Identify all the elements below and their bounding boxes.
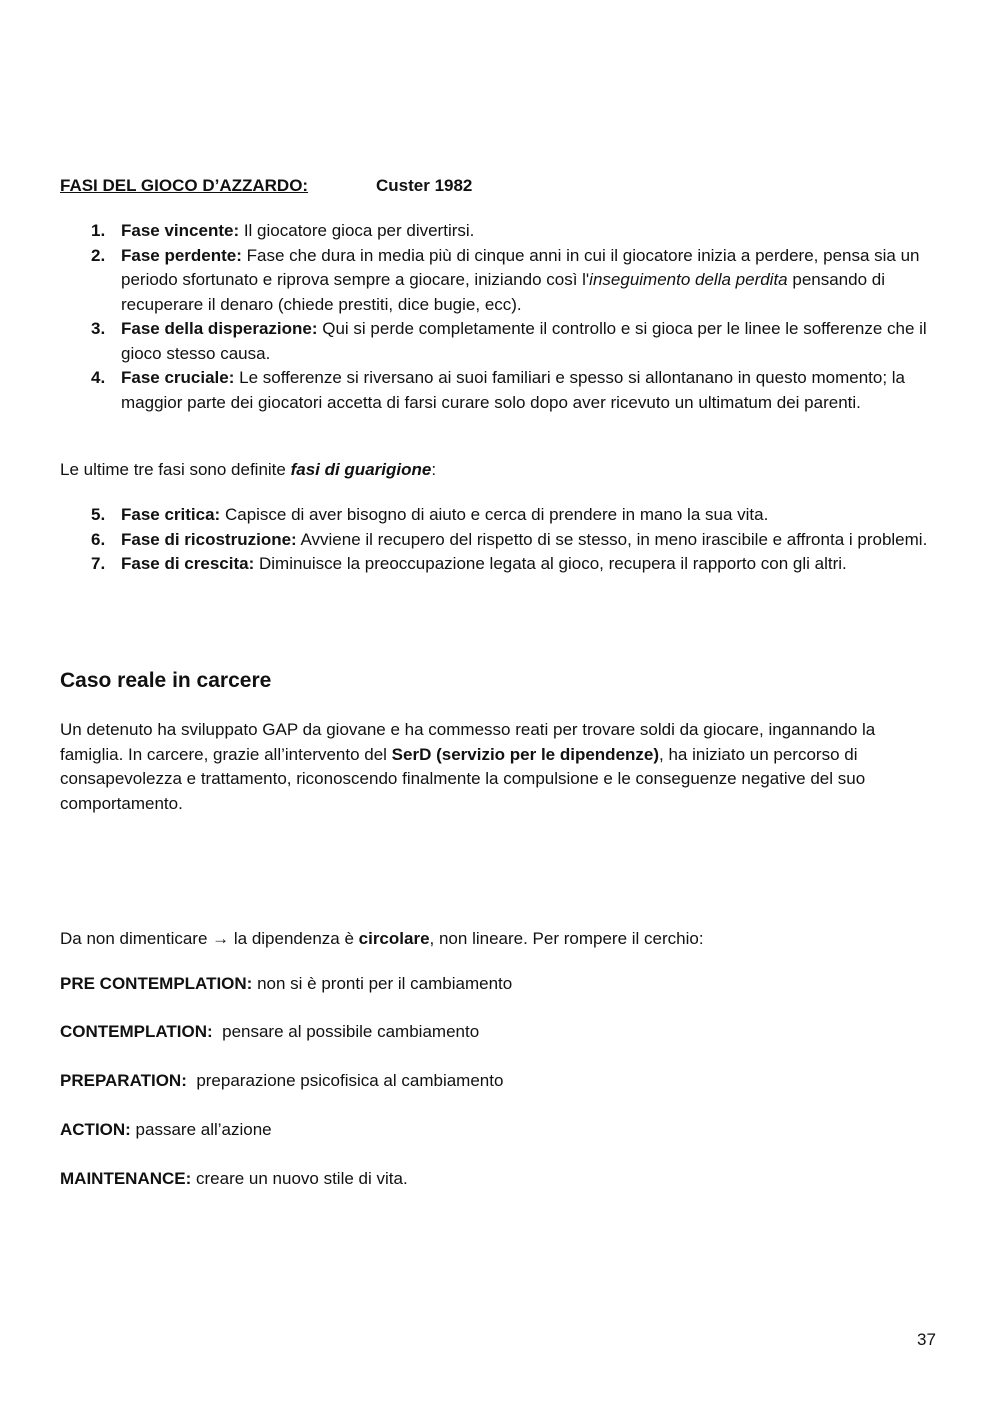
case-after: , ha iniziato un percorso di consapevolezza e trattamento, riconoscendo finalmente la compulsione e le conseguenze negative del suo comportamento. bbox=[60, 744, 866, 813]
stage-maintenance bbox=[60, 1167, 408, 1192]
stage-label: PREPARATION: bbox=[60, 1071, 187, 1090]
list-item bbox=[60, 503, 940, 528]
item-text: Fase che dura in media più di cinque anni in cui il giocatore inizia a perdere, pensa sia un periodo sfortunato e riprova sempre a giocare, iniziando così l' bbox=[121, 245, 920, 289]
intro-after: : bbox=[431, 460, 437, 479]
item-label: Fase perdente: bbox=[121, 245, 242, 265]
section-title: FASI DEL GIOCO D’AZZARDO: bbox=[60, 176, 309, 195]
list-item bbox=[60, 219, 940, 244]
cycle-paragraph bbox=[60, 927, 704, 952]
list-item bbox=[60, 552, 940, 577]
item-text: Il giocatore gioca per divertirsi. bbox=[239, 221, 475, 240]
cycle-text: Da non dimenticare → la dipendenza è bbox=[60, 929, 359, 948]
item-tail: pensando di recuperare il denaro (chiede prestiti, dice bugie, ecc). bbox=[121, 270, 886, 314]
item-number: 3. bbox=[91, 319, 106, 338]
stage-label: ACTION: bbox=[60, 1120, 131, 1139]
stage-text: preparazione psicofisica al cambiamento bbox=[186, 1071, 504, 1090]
list-item bbox=[60, 317, 940, 366]
item-number: 5. bbox=[91, 505, 106, 524]
item-text: Diminuisce la preoccupazione legata al gioco, recupera il rapporto con gli altri. bbox=[254, 554, 847, 573]
case-bold: SerD (servizio per le dipendenze) bbox=[391, 744, 660, 764]
stage-label: MAINTENANCE: bbox=[60, 1169, 192, 1188]
stage-contemplation bbox=[60, 1020, 479, 1045]
phases-list-b bbox=[60, 503, 940, 577]
item-label: Fase della disperazione: bbox=[121, 319, 318, 338]
case-heading: Caso reale in carcere bbox=[60, 669, 272, 692]
stage-preparation bbox=[60, 1069, 503, 1094]
item-text: Qui si perde completamente il controllo e si gioca per le linee le sofferenze che il gioco stesso causa. bbox=[121, 319, 927, 363]
stage-text: pensare al possibile cambiamento bbox=[212, 1022, 480, 1041]
item-number: 4. bbox=[91, 368, 106, 387]
item-italic: inseguimento della perdita bbox=[589, 270, 788, 289]
stage-text: creare un nuovo stile di vita. bbox=[191, 1169, 408, 1188]
item-label: Fase vincente: bbox=[121, 221, 240, 240]
item-number: 1. bbox=[91, 221, 106, 240]
item-text: Avviene il recupero del rispetto di se stesso, in meno irascibile e affronta i problemi. bbox=[296, 529, 928, 549]
item-number: 7. bbox=[91, 554, 106, 573]
item-label: Fase critica: bbox=[121, 505, 221, 524]
item-text: Le sofferenze si riversano ai suoi familiari e spesso si allontanano in questo momento; la maggior parte dei giocatori accetta di farsi curare solo dopo aver ricevuto un ultimatum dei parenti. bbox=[121, 368, 906, 412]
stage-label: CONTEMPLATION: bbox=[60, 1022, 213, 1041]
stage-pre-contemplation bbox=[60, 972, 512, 997]
page-number: 37 bbox=[917, 1330, 936, 1349]
item-label: Fase cruciale: bbox=[121, 368, 235, 387]
list-item bbox=[60, 244, 940, 318]
item-label: Fase di ricostruzione: bbox=[121, 529, 297, 549]
list-item bbox=[60, 528, 940, 553]
phases-list-a bbox=[60, 219, 940, 415]
item-number: 6. bbox=[91, 529, 106, 549]
intro-emphasis: fasi di guarigione bbox=[290, 460, 432, 479]
healing-intro bbox=[60, 458, 436, 483]
item-label: Fase di crescita: bbox=[121, 554, 255, 573]
stage-action bbox=[60, 1118, 272, 1143]
intro-text: Le ultime tre fasi sono definite bbox=[60, 460, 291, 479]
cycle-bold: circolare bbox=[358, 929, 430, 948]
stage-text: passare all’azione bbox=[130, 1120, 272, 1139]
stage-text: non si è pronti per il cambiamento bbox=[252, 974, 513, 993]
case-text: Un detenuto ha sviluppato GAP da giovane e ha commesso reati per trovare soldi da giocare, ingannando la famiglia. In carcere, grazie all’intervento del bbox=[60, 720, 876, 764]
item-number: 2. bbox=[91, 245, 106, 265]
section-author: Custer 1982 bbox=[376, 176, 473, 195]
list-item bbox=[60, 366, 940, 415]
cycle-after: , non lineare. Per rompere il cerchio: bbox=[429, 929, 704, 948]
case-paragraph bbox=[60, 718, 930, 816]
item-text: Capisce di aver bisogno di aiuto e cerca di prendere in mano la sua vita. bbox=[220, 505, 769, 524]
stage-label: PRE CONTEMPLATION: bbox=[60, 974, 253, 993]
section-heading bbox=[60, 174, 473, 199]
